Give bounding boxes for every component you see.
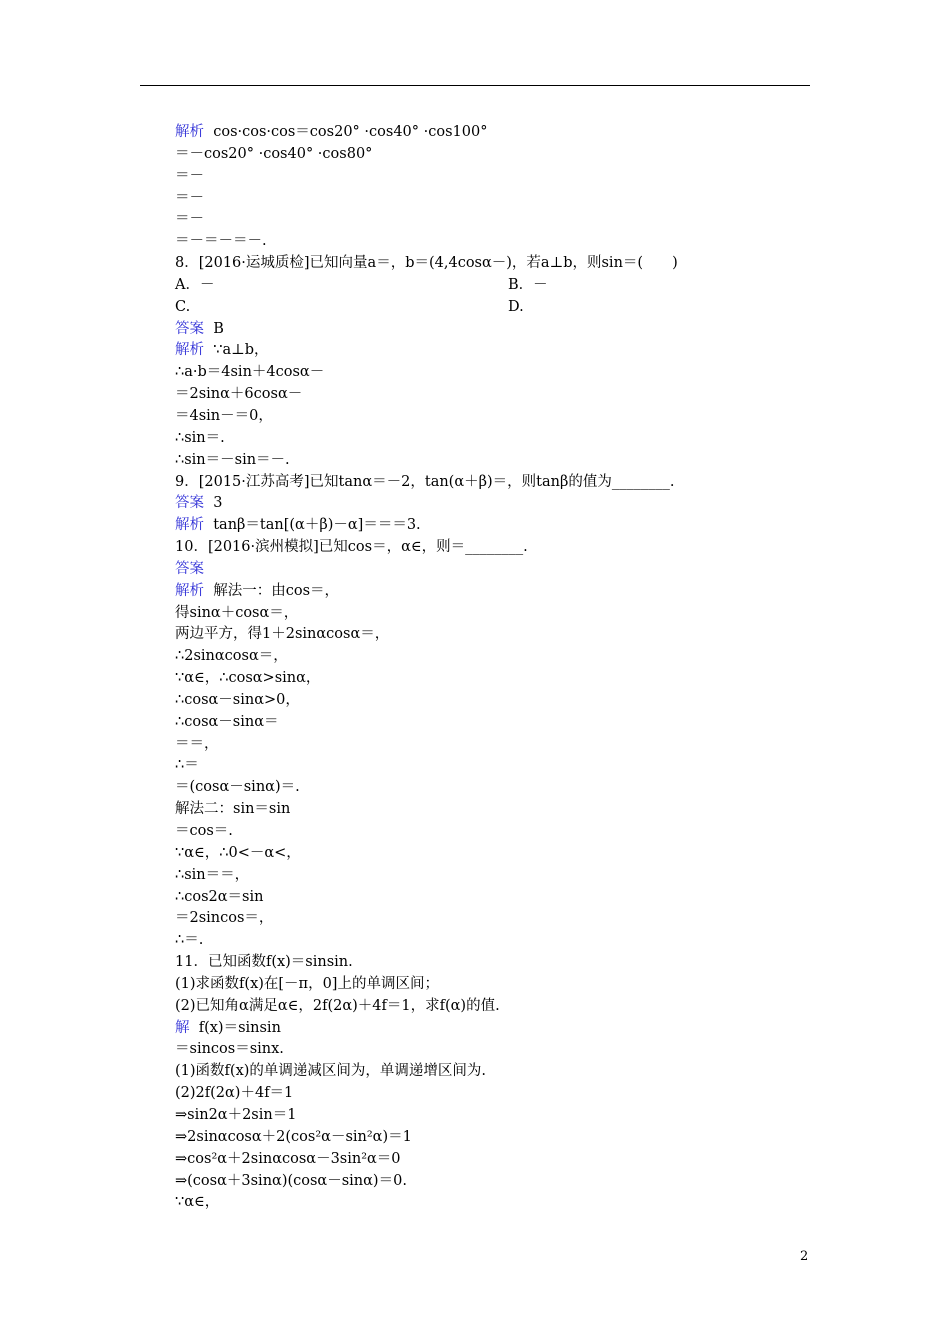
line-text: ⇒sin2α＋2sin＝1 bbox=[175, 1106, 297, 1123]
line-text: ∵a⊥b， bbox=[204, 342, 269, 359]
header-rule bbox=[140, 85, 810, 86]
text-line bbox=[175, 1018, 815, 1040]
text-line bbox=[175, 493, 815, 515]
text-line bbox=[175, 887, 815, 909]
option-row bbox=[175, 297, 815, 319]
text-line bbox=[175, 624, 815, 646]
line-text: ∵α∈，∴cosα>sinα， bbox=[175, 670, 321, 687]
option-text: A．－ bbox=[175, 276, 215, 293]
line-text: ∴cos2α＝sin bbox=[175, 888, 264, 905]
line-text: ∴sin＝－sin＝－. bbox=[175, 451, 290, 468]
line-text: ∴cosα－sinα>0， bbox=[175, 691, 300, 708]
text-line bbox=[175, 384, 815, 406]
text-line bbox=[175, 406, 815, 428]
section-label: 答案 bbox=[175, 495, 204, 512]
text-line bbox=[175, 1083, 815, 1105]
line-text: ∴＝. bbox=[175, 932, 204, 949]
section-label: 解 bbox=[175, 1019, 190, 1036]
line-text: 11．已知函数f(x)＝sinsin. bbox=[175, 954, 353, 971]
text-line bbox=[175, 646, 815, 668]
option-text: B．－ bbox=[508, 276, 548, 293]
text-line bbox=[175, 1171, 815, 1193]
text-line bbox=[175, 734, 815, 756]
text-line bbox=[175, 319, 815, 341]
section-label: 解析 bbox=[175, 517, 204, 534]
option-row bbox=[175, 275, 815, 297]
text-line bbox=[175, 996, 815, 1018]
text-line bbox=[175, 668, 815, 690]
line-text: ＝(cosα－sinα)＝. bbox=[175, 779, 300, 796]
line-text: ⇒(cosα＋3sinα)(cosα－sinα)＝0. bbox=[175, 1172, 407, 1189]
line-text: ＝2sinα＋6cosα－ bbox=[175, 386, 303, 403]
text-line bbox=[175, 166, 815, 188]
text-line bbox=[175, 1105, 815, 1127]
line-text: 8．[2016·运城质检]已知向量a＝，b＝(4,4cosα－)，若a⊥b，则sin＝( ) bbox=[175, 255, 678, 272]
line-text: ∴sin＝＝， bbox=[175, 866, 250, 883]
section-label: 解析 bbox=[175, 582, 204, 599]
section-label: 答案 bbox=[175, 560, 204, 577]
line-text: 3 bbox=[204, 495, 223, 512]
section-label: 答案 bbox=[175, 320, 204, 337]
line-text: ＝4sin－＝0， bbox=[175, 407, 273, 424]
line-text: 得sinα＋cosα＝， bbox=[175, 604, 299, 621]
line-text: 两边平方，得1＋2sinαcosα＝， bbox=[175, 626, 390, 643]
text-line bbox=[175, 1039, 815, 1061]
text-line bbox=[175, 865, 815, 887]
text-line bbox=[175, 821, 815, 843]
line-text: (2)2f(2α)＋4f＝1 bbox=[175, 1085, 294, 1102]
line-text: 10．[2016·滨州模拟]已知cos＝，α∈，则＝________. bbox=[175, 539, 528, 556]
text-line bbox=[175, 231, 815, 253]
line-text: ＝sincos＝sinx. bbox=[175, 1041, 284, 1058]
line-text: cos·cos·cos＝cos20° ·cos40° ·cos100° bbox=[204, 124, 488, 140]
line-text: ＝－ bbox=[175, 189, 204, 206]
line-text: ⇒2sinαcosα＋2(cos²α－sin²α)＝1 bbox=[175, 1128, 412, 1145]
text-line bbox=[175, 843, 815, 865]
line-text: f(x)＝sinsin bbox=[189, 1019, 281, 1036]
line-text: (2)已知角α满足α∈，2f(2α)＋4f＝1，求f(α)的值. bbox=[175, 997, 500, 1014]
line-text: (1)求函数f(x)在[－π，0]上的单调区间； bbox=[175, 975, 439, 992]
text-line bbox=[175, 690, 815, 712]
page-number: 2 bbox=[800, 1249, 809, 1264]
line-text: ∴sin＝. bbox=[175, 429, 225, 446]
line-text: ∴＝ bbox=[175, 757, 199, 774]
text-line bbox=[175, 952, 815, 974]
text-line bbox=[175, 974, 815, 996]
text-line bbox=[175, 144, 815, 166]
line-text: tanβ＝tan[(α＋β)－α]＝＝＝3. bbox=[204, 517, 421, 534]
text-line bbox=[175, 1061, 815, 1083]
section-label: 解析 bbox=[175, 124, 204, 140]
line-text: ＝2sincos＝， bbox=[175, 910, 274, 927]
text-line bbox=[175, 188, 815, 210]
text-line bbox=[175, 930, 815, 952]
option-text: D. bbox=[508, 298, 524, 315]
line-text: ＝－ bbox=[175, 167, 204, 184]
text-line bbox=[175, 428, 815, 450]
line-text: ＝cos＝. bbox=[175, 823, 233, 839]
line-text: ＝－＝－＝－. bbox=[175, 233, 267, 250]
text-line bbox=[175, 777, 815, 799]
section-label: 解析 bbox=[175, 342, 204, 359]
text-line bbox=[175, 1192, 815, 1214]
text-line bbox=[175, 253, 815, 275]
text-line bbox=[175, 581, 815, 603]
text-line bbox=[175, 209, 815, 231]
line-text: ∵α∈， bbox=[175, 1194, 220, 1211]
line-text: ∴cosα－sinα＝ bbox=[175, 713, 279, 730]
line-text: ∴2sinαcosα＝， bbox=[175, 648, 288, 665]
document-body bbox=[175, 122, 815, 1214]
text-line bbox=[175, 450, 815, 472]
text-line bbox=[175, 340, 815, 362]
text-line bbox=[175, 362, 815, 384]
line-text: 解法一：由cos＝， bbox=[204, 582, 340, 599]
line-text: ⇒cos²α＋2sinαcosα－3sin²α＝0 bbox=[175, 1150, 401, 1167]
line-text: 解法二：sin＝sin bbox=[175, 801, 291, 818]
line-text: ∴a·b＝4sin＋4cosα－ bbox=[175, 364, 325, 381]
line-text: ＝－cos20° ·cos40° ·cos80° bbox=[175, 145, 373, 162]
line-text: ＝－ bbox=[175, 211, 204, 228]
text-line bbox=[175, 515, 815, 537]
text-line bbox=[175, 908, 815, 930]
text-line bbox=[175, 755, 815, 777]
line-text: (1)函数f(x)的单调递减区间为，单调递增区间为. bbox=[175, 1063, 487, 1080]
line-text: B bbox=[204, 320, 224, 337]
line-text: 9．[2015·江苏高考]已知tanα＝－2，tan(α＋β)＝，则tanβ的值为________. bbox=[175, 473, 675, 490]
line-text: ＝＝， bbox=[175, 735, 219, 752]
text-line bbox=[175, 472, 815, 494]
text-line bbox=[175, 1149, 815, 1171]
text-line bbox=[175, 603, 815, 625]
text-line bbox=[175, 559, 815, 581]
text-line bbox=[175, 537, 815, 559]
line-text: ∵α∈，∴0<－α<， bbox=[175, 844, 301, 861]
text-line bbox=[175, 799, 815, 821]
text-line bbox=[175, 122, 815, 144]
option-text: C. bbox=[175, 298, 191, 315]
text-line bbox=[175, 1127, 815, 1149]
text-line bbox=[175, 712, 815, 734]
